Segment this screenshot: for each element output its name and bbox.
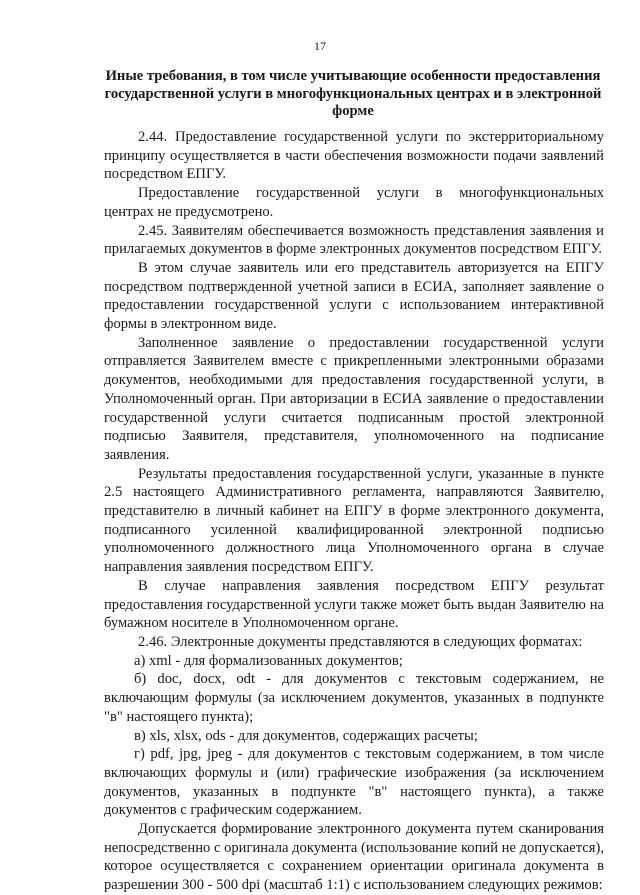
paragraph-results: Результаты предоставления государственной услуги, указанные в пункте 2.5 настоящего Административного регламента, направляются Заявителю, представителю в личный кабинет на ЕПГУ в форме электронного документа, подписанного усиленной квалифицированной электронной подписью уполномоченного должностного лица Уполномоченного органа в случае направления заявления посредством ЕПГУ.	[104, 465, 604, 576]
paragraph-2-44: 2.44. Предоставление государственной услуги по экстерриториальному принципу осуществляется в части обеспечения возможности подачи заявлений посредством ЕПГУ.	[104, 129, 604, 183]
paragraph-2-46: 2.46. Электронные документы представляются в следующих форматах:	[138, 633, 583, 650]
list-item-xml: а) xml - для формализованных документов;	[134, 652, 403, 669]
section-title: Иные требования, в том числе учитывающие особенности предоставления государственной услуги в многофункциональных центрах и в электронной форме	[104, 68, 602, 119]
paragraph-scanning: Допускается формирование электронного документа путем сканирования непосредственно с оригинала документа (использование копий не допускается), которое осуществляется с сохранением ориентации оригинала документа в разрешении 300 - 500 dpi (масштаб 1:1) с использованием следующих режимов:	[104, 821, 604, 894]
paragraph-mfc: Предоставление государственной услуги в многофункциональных центрах не предусмотрено.	[104, 185, 604, 220]
list-item-doc: б) doc, docx, odt - для документов с текстовым содержанием, не включающим формулы (за исключением документов, указанных в подпункте "в" настоящего пункта);	[104, 671, 604, 725]
paragraph-2-45: 2.45. Заявителям обеспечивается возможность представления заявления и прилагаемых документов в форме электронных документов посредством ЕПГУ.	[104, 222, 604, 258]
document-body	[104, 128, 604, 895]
paragraph-authorization: В этом случае заявитель или его представитель авторизуется на ЕПГУ посредством подтвержденной учетной записи в ЕСИА, заполняет заявление о предоставлении государственной услуги с использованием интерактивной формы в электронном виде.	[104, 259, 604, 333]
paragraph-paper-result: В случае направления заявления посредством ЕПГУ результат предоставления государственной услуги также может быть выдан Заявителю на бумажном носителе в Уполномоченном органе.	[104, 577, 604, 632]
list-item-xls: в) xls, xlsx, ods - для документов, содержащих расчеты;	[134, 727, 478, 744]
page-number: 17	[314, 39, 326, 53]
list-item-pdf: г) pdf, jpg, jpeg - для документов с текстовым содержанием, в том числе включающих формулы и (или) графические изображения (за исключением документов, указанных в подпункте "в" настоящего пункта), а также документов с графическим содержанием.	[104, 746, 604, 819]
paragraph-filled-application: Заполненное заявление о предоставлении государственной услуги отправляется Заявителем вместе с прикрепленными электронными образами документов, необходимыми для предоставления государственной услуги, в Уполномоченный орган. При авторизации в ЕСИА заявление о предоставлении государственной услуги считается подписанным простой электронной подписью Заявителя, представителя, уполномоченного на подписание заявления.	[104, 334, 604, 463]
